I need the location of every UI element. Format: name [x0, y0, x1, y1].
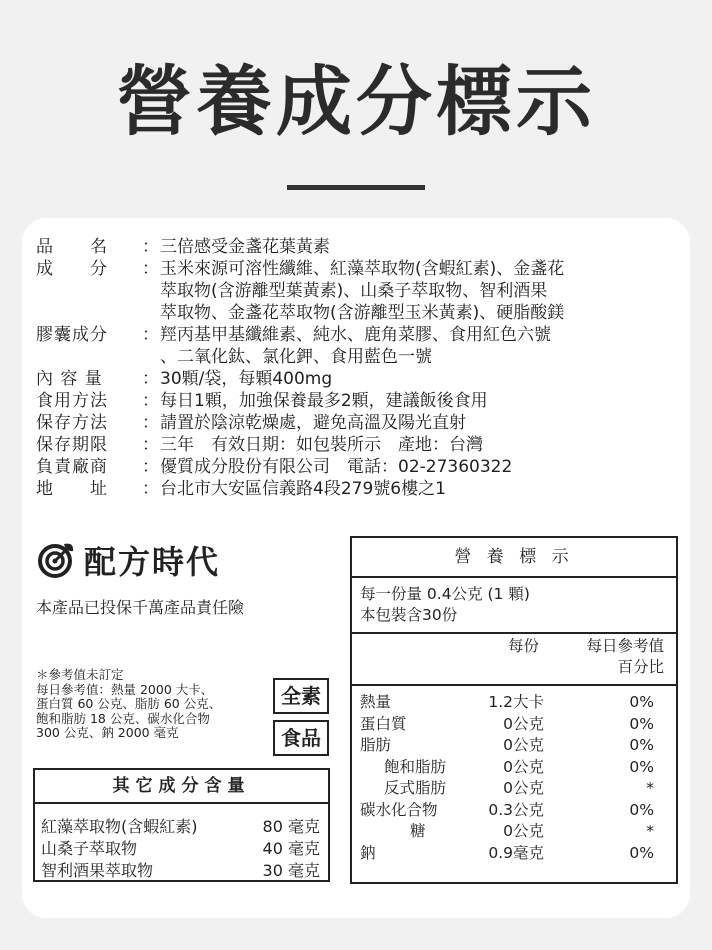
nutrient-name: 脂肪 — [360, 736, 392, 754]
spec-label: 保存方法 — [36, 413, 108, 433]
other-ingredient-name: 山桑子萃取物 — [41, 839, 138, 858]
other-ingredient-name: 紅藻萃取物(含蝦紅素) — [41, 817, 198, 836]
nutrition-row — [352, 778, 676, 800]
other-ingredients-table — [33, 768, 330, 882]
spec-value-line: 萃取物(含游離型葉黃素)、山桑子萃取物、智利酒果 — [160, 281, 548, 301]
nutrient-amount: 1.2大卡 — [488, 693, 544, 711]
brand-name: 配方時代 — [84, 543, 221, 581]
reference-note-line: ＊參考值未訂定 — [36, 667, 124, 682]
nutrition-header — [352, 634, 676, 686]
spec-row — [36, 412, 686, 434]
other-ingredient-amount: 80 毫克 — [262, 817, 320, 836]
spec-label: 保存期限 — [36, 435, 108, 455]
servings-per-package: 本包裝含30份 — [360, 606, 458, 624]
nutrient-daily-value: 0% — [629, 714, 654, 733]
spec-colon: ： — [142, 237, 159, 257]
spec-label: 負責廠商 — [36, 457, 108, 477]
nutrition-row — [352, 714, 676, 736]
page-title: 營養成分標示 — [116, 57, 596, 146]
nutrition-row — [352, 757, 676, 779]
spec-row — [36, 368, 686, 390]
spec-colon: ： — [142, 369, 159, 389]
nutrition-row — [352, 800, 676, 822]
spec-value-line: 三年 有效日期：如包裝所示 產地：台灣 — [160, 435, 483, 455]
spec-colon: ： — [142, 259, 159, 279]
nutrition-title: 營 養 標 示 — [352, 538, 676, 578]
reference-note-line: 飽和脂肪 18 公克、碳水化合物 — [36, 710, 210, 726]
spec-value-line: 萃取物、金盞花萃取物(含游離型玉米黃素)、硬脂酸鎂 — [160, 303, 565, 323]
reference-note-line: 蛋白質 60 公克、脂肪 60 公克、 — [36, 696, 222, 711]
spec-value-line: 三倍感受金盞花葉黃素 — [160, 237, 330, 257]
spec-value-line: 請置於陰涼乾燥處，避免高溫及陽光直射 — [160, 413, 466, 433]
nutrient-amount: 0公克 — [503, 714, 544, 733]
other-ingredient-amount: 40 毫克 — [262, 839, 320, 858]
spec-row — [36, 324, 686, 368]
spec-value-line: 30顆/袋，每顆400mg — [160, 369, 333, 389]
spec-row — [36, 236, 686, 258]
spec-row — [36, 478, 686, 500]
spec-value — [160, 478, 686, 500]
nutrient-daily-value: * — [646, 779, 654, 797]
other-ingredient-row — [41, 838, 320, 860]
spec-colon: ： — [142, 457, 159, 477]
nutrient-name: 碳水化合物 — [360, 800, 438, 819]
nutrition-row — [352, 692, 676, 714]
nutrition-table — [350, 536, 678, 884]
spec-value-line: 玉米來源可溶性纖維、紅藻萃取物(含蝦紅素)、金盞花 — [160, 259, 565, 279]
spec-row — [36, 456, 686, 478]
nutrient-daily-value: 0% — [629, 693, 654, 711]
nutrition-row — [352, 843, 676, 865]
other-ingredient-row — [41, 816, 320, 838]
nutrient-name: 反式脂肪 — [384, 779, 447, 797]
target-leaf-logo-icon — [36, 540, 76, 580]
title-underline — [287, 185, 425, 190]
other-ingredients-title: 其它成分含量 — [35, 770, 328, 804]
daily-value-header-line2: 百分比 — [617, 658, 664, 676]
spec-value-line: 優質成分股份有限公司 電話：02-27360322 — [160, 457, 513, 477]
spec-label: 食用方法 — [36, 391, 108, 411]
daily-value-header — [586, 636, 664, 678]
serving-size: 每一份量 0.4公克 (1 顆) — [360, 585, 530, 603]
spec-value — [160, 390, 686, 412]
nutrient-amount: 0公克 — [503, 736, 544, 754]
spec-row — [36, 390, 686, 412]
nutrition-row — [352, 735, 676, 757]
spec-value-line: 每日1顆，加強保養最多2顆，建議飯後食用 — [160, 391, 488, 411]
nutrient-name: 糖 — [410, 822, 426, 840]
reference-note — [36, 668, 268, 741]
spec-colon: ： — [142, 391, 159, 411]
spec-value-line: 、二氧化鈦、氯化鉀、食用藍色一號 — [160, 347, 432, 367]
nutrient-daily-value: * — [646, 822, 654, 840]
reference-note-line: 300 公克、鈉 2000 毫克 — [36, 725, 179, 740]
nutrient-name: 熱量 — [360, 693, 392, 711]
spec-value — [160, 412, 686, 434]
serving-info — [352, 578, 676, 634]
nutrient-daily-value: 0% — [629, 736, 654, 754]
spec-colon: ： — [142, 413, 159, 433]
other-ingredient-name: 智利酒果萃取物 — [41, 861, 154, 880]
nutrient-amount: 0公克 — [503, 822, 544, 840]
brand — [36, 538, 220, 582]
spec-label: 膠囊成分 — [36, 325, 108, 345]
spec-label: 內 容 量 — [36, 369, 103, 389]
spec-value — [160, 258, 686, 324]
nutrient-daily-value: 0% — [629, 800, 654, 819]
spec-value — [160, 456, 686, 478]
daily-value-header-line1: 每日參考值 — [586, 637, 664, 655]
nutrition-row — [352, 821, 676, 843]
nutrient-daily-value: 0% — [629, 757, 654, 776]
spec-value — [160, 236, 686, 258]
other-ingredient-row — [41, 860, 320, 882]
spec-colon: ： — [142, 479, 159, 499]
per-serving-header: 每份 — [508, 637, 540, 655]
nutrient-amount: 0公克 — [503, 757, 544, 776]
vegan-stamp: 全素 — [273, 678, 329, 714]
nutrient-name: 飽和脂肪 — [384, 757, 447, 776]
nutrient-amount: 0公克 — [503, 779, 544, 797]
spec-value — [160, 434, 686, 456]
spec-colon: ： — [142, 325, 159, 345]
spec-colon: ： — [142, 435, 159, 455]
spec-row — [36, 434, 686, 456]
spec-label: 成 分 — [36, 259, 108, 279]
spec-label: 地 址 — [36, 479, 108, 499]
spec-value-line: 台北市大安區信義路4段279號6樓之1 — [160, 479, 446, 499]
spec-label: 品 名 — [36, 237, 108, 257]
nutrient-name: 蛋白質 — [360, 714, 407, 733]
other-ingredient-amount: 30 毫克 — [262, 861, 320, 880]
nutrient-name: 鈉 — [360, 843, 376, 862]
nutrient-daily-value: 0% — [629, 843, 654, 862]
nutrient-amount: 0.3公克 — [488, 800, 544, 819]
spec-value — [160, 324, 686, 368]
food-stamp: 食品 — [273, 720, 329, 756]
spec-value — [160, 368, 686, 390]
reference-note-line: 每日參考值：熱量 2000 大卡、 — [36, 681, 214, 697]
insurance-notice: 本產品已投保千萬產品責任險 — [36, 598, 245, 617]
spec-row — [36, 258, 686, 324]
nutrient-amount: 0.9毫克 — [488, 843, 544, 862]
spec-value-line: 羥丙基甲基纖維素、純水、鹿角菜膠、食用紅色六號 — [160, 325, 551, 345]
product-spec-list — [36, 236, 686, 500]
